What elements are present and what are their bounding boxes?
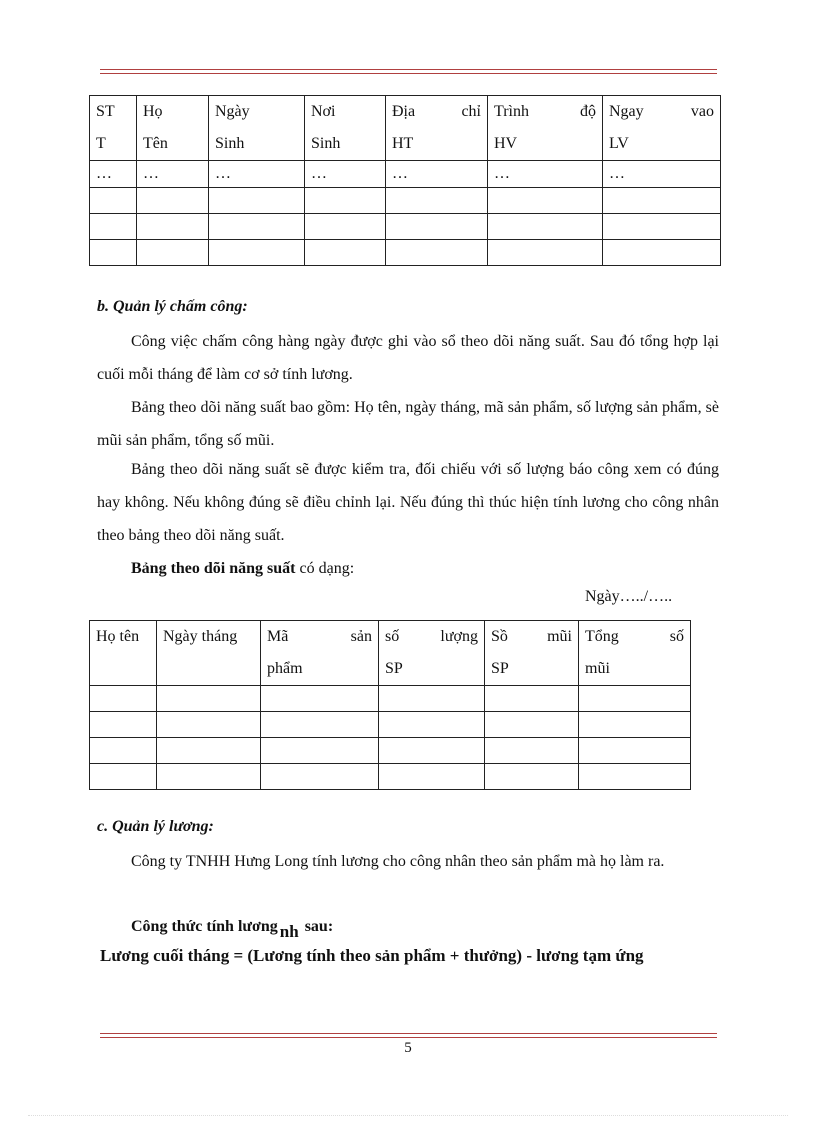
header-cell: số lượng SP — [379, 621, 485, 686]
table-cell: … — [488, 161, 603, 188]
table-cell — [485, 686, 579, 712]
header-cell: Nơi Sinh — [305, 96, 386, 161]
table-cell — [488, 214, 603, 240]
table-cell — [485, 764, 579, 790]
table-cell — [386, 240, 488, 266]
table-cell — [157, 686, 261, 712]
table-cell — [488, 240, 603, 266]
section-c-heading: c. Quản lý lương: — [97, 818, 214, 835]
table-cell — [157, 712, 261, 738]
table-row — [90, 161, 721, 188]
table-cell — [261, 686, 379, 712]
section-b-heading: b. Quản lý chấm công: — [97, 298, 248, 315]
table-cell — [379, 686, 485, 712]
table-cell — [261, 738, 379, 764]
formula-label-sub: nh — [279, 922, 299, 941]
table-cell — [90, 214, 137, 240]
table-cell — [157, 764, 261, 790]
table-cell — [305, 188, 386, 214]
section-b-paragraph-2: Bảng theo dõi năng suất bao gồm: Họ tên, ngày tháng, mã sản phẩm, số lượng sản phẩm, sè mũi sản phẩm, tổng số mũi. — [97, 399, 719, 449]
table-cell — [90, 188, 137, 214]
table-cell — [261, 712, 379, 738]
table-cell: … — [386, 161, 488, 188]
header-cell: ST T — [90, 96, 137, 161]
productivity-table-header — [90, 621, 691, 686]
table-cell: … — [137, 161, 209, 188]
table-cell — [603, 214, 721, 240]
table-row — [90, 712, 691, 738]
table-cell — [305, 240, 386, 266]
table-cell — [603, 240, 721, 266]
table-cell: … — [209, 161, 305, 188]
footer-rule — [100, 1033, 717, 1038]
formula-label-tail: sau: — [304, 918, 334, 935]
table-cell — [137, 240, 209, 266]
table-cell — [90, 738, 157, 764]
formula-label — [131, 916, 334, 941]
table-cell — [579, 712, 691, 738]
table-cell — [379, 738, 485, 764]
header-cell: Tổng số mũi — [579, 621, 691, 686]
table-cell: … — [90, 161, 137, 188]
page-number: 5 — [404, 1040, 412, 1056]
staff-table-header — [90, 96, 721, 161]
page-edge-divider — [28, 1115, 788, 1116]
table-cell — [485, 738, 579, 764]
table-cell — [209, 240, 305, 266]
header-cell: Ngay vao LV — [603, 96, 721, 161]
table-cell — [386, 188, 488, 214]
form-intro-bold: Bảng theo dõi năng suất — [131, 560, 296, 577]
table-row — [90, 686, 691, 712]
date-line: Ngày…../….. — [585, 588, 673, 605]
table-cell — [261, 764, 379, 790]
table-cell — [305, 214, 386, 240]
header-cell: Trình độ HV — [488, 96, 603, 161]
formula-label-text: Công thức tính lương — [131, 918, 278, 935]
table-cell: … — [603, 161, 721, 188]
table-cell — [90, 686, 157, 712]
table-row — [90, 764, 691, 790]
header-cell: Ngày Sinh — [209, 96, 305, 161]
table-cell — [386, 214, 488, 240]
header-cell: Họ tên — [90, 621, 157, 686]
table-cell — [379, 712, 485, 738]
header-rule — [100, 69, 717, 74]
table-cell — [209, 214, 305, 240]
table-cell — [579, 764, 691, 790]
form-intro — [97, 552, 719, 585]
table-cell — [90, 764, 157, 790]
header-cell: Địa chỉ HT — [386, 96, 488, 161]
table-cell — [379, 764, 485, 790]
section-b-paragraph-3: Bảng theo dõi năng suất sẽ được kiểm tra, đối chiếu với số lượng báo công xem có đúng hay không. Nếu không đúng sẽ điều chỉnh lại. Nếu đúng thì thúc hiện tính lương cho công nhân theo bảng theo dõi năng suất. — [97, 461, 719, 544]
staff-table — [89, 95, 721, 266]
table-cell — [137, 188, 209, 214]
table-row — [90, 214, 721, 240]
section-b-paragraph-1: Công việc chấm công hàng ngày được ghi vào sổ theo dõi năng suất. Sau đó tổng hợp lại cuối mỗi tháng để làm cơ sở tính lương. — [97, 333, 719, 383]
header-cell: Sồ mũi SP — [485, 621, 579, 686]
section-c-paragraph-1: Công ty TNHH Hưng Long tính lương cho công nhân theo sản phẩm mà họ làm ra. — [131, 853, 665, 870]
header-cell: Mã sản phẩm — [261, 621, 379, 686]
table-cell — [157, 738, 261, 764]
header-cell: Ngày tháng — [157, 621, 261, 686]
table-cell — [90, 712, 157, 738]
table-cell — [579, 686, 691, 712]
table-row — [90, 738, 691, 764]
table-cell — [137, 214, 209, 240]
productivity-table — [89, 620, 691, 790]
table-cell — [579, 738, 691, 764]
form-intro-rest: có dạng: — [295, 560, 355, 577]
table-row — [90, 240, 721, 266]
table-cell — [603, 188, 721, 214]
table-cell: … — [305, 161, 386, 188]
salary-formula: Lương cuối tháng = (Lương tính theo sản phẩm + thưởng) - lương tạm ứng — [100, 946, 644, 965]
table-cell — [485, 712, 579, 738]
table-cell — [209, 188, 305, 214]
table-cell — [488, 188, 603, 214]
header-cell: Họ Tên — [137, 96, 209, 161]
table-cell — [90, 240, 137, 266]
table-row — [90, 188, 721, 214]
